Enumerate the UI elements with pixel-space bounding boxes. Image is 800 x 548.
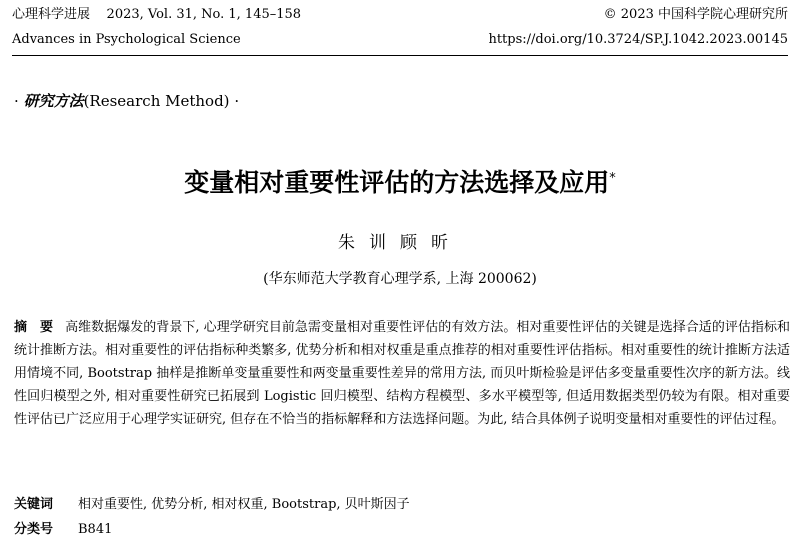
journal-name-en: Advances in Psychological Science — [12, 32, 241, 47]
classification-line — [14, 521, 112, 539]
classification-label: 分类号 — [14, 522, 54, 537]
title-footnote-mark: * — [609, 171, 616, 186]
doi-link[interactable]: https://doi.org/10.3724/SP.J.1042.2023.00145 — [488, 32, 788, 47]
bullet-right: · — [234, 92, 240, 110]
bullet-left: · — [14, 92, 19, 110]
journal-name-cn: 心理科学进展 — [12, 7, 91, 22]
author-affiliation: (华东师范大学教育心理学系, 上海 200062) — [263, 271, 537, 287]
copyright-notice: © 2023 中国科学院心理研究所 — [603, 7, 788, 22]
paper-title — [0, 168, 800, 198]
section-category-cn: 研究方法 — [23, 92, 84, 110]
title-text: 变量相对重要性评估的方法选择及应用 — [184, 168, 610, 197]
abstract-label: 摘 要 — [14, 320, 54, 335]
header-rule — [12, 55, 788, 56]
author-names: 朱训顾昕 — [338, 233, 462, 253]
keywords-label: 关键词 — [14, 497, 54, 512]
keywords-line — [14, 496, 410, 514]
keywords-text: 相对重要性, 优势分析, 相对权重, Bootstrap, 贝叶斯因子 — [78, 497, 410, 512]
abstract-text: 高维数据爆发的背景下, 心理学研究目前急需变量相对重要性评估的有效方法。相对重要性评估的关键是选择合适的评估指标和统计推断方法。相对重要性的评估指标种类繁多, 优势分析和相对权重是重点推荐的相对重要性评估指标。相对重要性的统计推断方法适用情境不同, Bootstrap 抽样是推断单变量重要性和两变量重要性差异的常用方法, 而贝叶斯检验是评估多变量重要性次序的新方法。线性回归模型之外, 相对重要性研究已拓展到 Logistic 回归模型、结构方程模型、多水平模型等, 但适用数据类型仍较为有限。相对重要性评估已广泛应用于心理学实证研究, 但存在不恰当的指标解释和方法选择问题。为此, 结合具体例子说明变量相对重要性的评估过程。 — [14, 320, 790, 427]
classification-code: B841 — [78, 522, 113, 537]
abstract-block — [14, 316, 790, 431]
section-category-en: (Research Method) — [83, 92, 230, 110]
citation-info: 2023, Vol. 31, No. 1, 145–158 — [106, 7, 302, 22]
running-header-bottom — [12, 32, 788, 48]
running-header-top — [12, 7, 788, 23]
section-heading — [14, 92, 239, 110]
